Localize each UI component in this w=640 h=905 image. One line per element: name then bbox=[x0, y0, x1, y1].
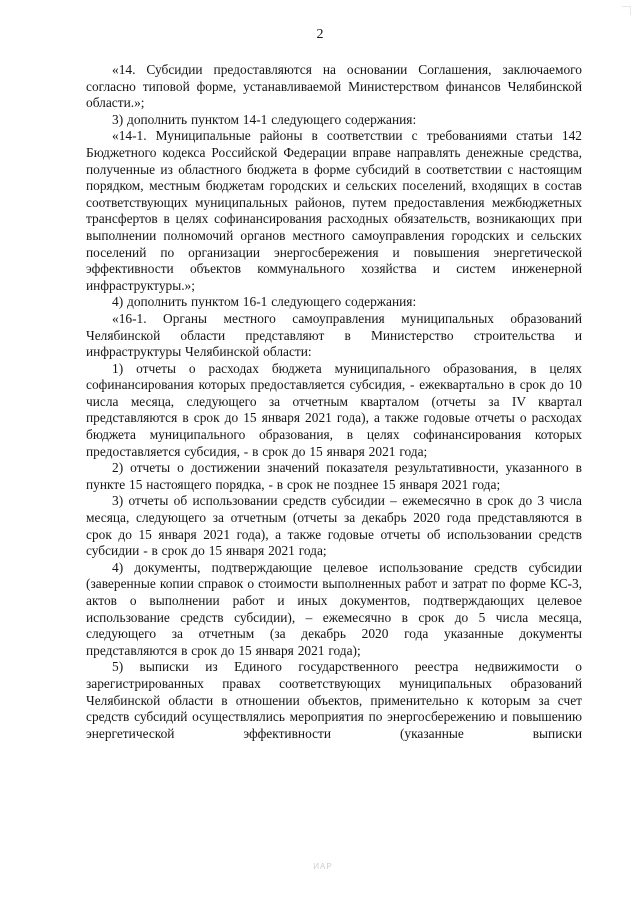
paragraph-14-1: «14-1. Муниципальные районы в соответствии с требованиями статьи 142 Бюджетного кодекса Российской Федерации вправе направлять денежные средства, полученные из областного бюджета в форме субсидий в соответствии с настоящим порядком, местным бюджетам городских и сельских поселений, входящих в состав соответствующих муниципальных районов, путем предоставления межбюджетных трансфертов в целях софинансирования расходных обязательств, возникающих при выполнении полномочий органов местного самоуправления городских и сельских поселений по организации энергосбережения и повышения энергетической эффективности объектов коммунального хозяйства и систем инженерной инфраструктуры.»; bbox=[86, 128, 582, 293]
document-body bbox=[86, 62, 582, 742]
paragraph-amend-3: 3) дополнить пунктом 14-1 следующего содержания: bbox=[112, 111, 417, 127]
paragraph-16-1: «16-1. Органы местного самоуправления муниципальных образований Челябинской области представляют в Министерство строительства и инфраструктуры Челябинской области: bbox=[86, 310, 582, 360]
page-number: 2 bbox=[316, 27, 324, 42]
paragraph-amend-4: 4) дополнить пунктом 16-1 следующего содержания: bbox=[112, 294, 417, 310]
list-item-2: 2) отчеты о достижении значений показателя результативности, указанного в пункте 15 настоящего порядка, - в срок не позднее 15 января 2021 года; bbox=[86, 460, 582, 492]
footer-watermark bbox=[268, 862, 378, 872]
list-item-4: 4) документы, подтверждающие целевое использование средств субсидии (заверенные копии справок о стоимости выполненных работ и затрат по форме КС-3, актов о выполнении работ и иных документов, подтверждающих целевое использование средств субсидии), – ежемесячно в срок до 5 числа месяца, следующего за отчетным (за декабрь 2020 года указанные документы представляются в срок до 15 января 2021 года); bbox=[86, 559, 582, 658]
scan-corner-mark bbox=[622, 6, 631, 15]
list-item-3: 3) отчеты об использовании средств субсидии – ежемесячно в срок до 3 числа месяца, следующего за отчетным (отчеты за декабрь 2020 года представляются в срок до 15 января 2021 года), а также годовые отчеты об использовании средств субсидии - в срок до 15 января 2021 года; bbox=[86, 493, 582, 559]
footer-watermark-line: ИАР bbox=[313, 862, 333, 871]
list-item-5: 5) выписки из Единого государственного реестра недвижимости о зарегистрированных правах соответствующих муниципальных образований Челябинской области в отношении объектов, применительно к которым за счет средств субсидий осуществлялись мероприятия по энергосбережению и повышению энергетической эффективности (указанные выписки bbox=[86, 659, 582, 741]
list-item-1: 1) отчеты о расходах бюджета муниципального образования, в целях софинансирования которых предоставляется субсидия, - ежеквартально в срок до 10 числа месяца, следующего за отчетным кварталом (отчеты за IV квартал представляются в срок до 15 января 2021 года), а также годовые отчеты о расходах бюджета муниципального образования, в целях софинансирования которых предоставляется субсидия, - в срок до 15 января 2021 года; bbox=[86, 360, 582, 459]
paragraph-14: «14. Субсидии предоставляются на основании Соглашения, заключаемого согласно типовой форме, устанавливаемой Министерством финансов Челябинской области.»; bbox=[86, 62, 582, 111]
